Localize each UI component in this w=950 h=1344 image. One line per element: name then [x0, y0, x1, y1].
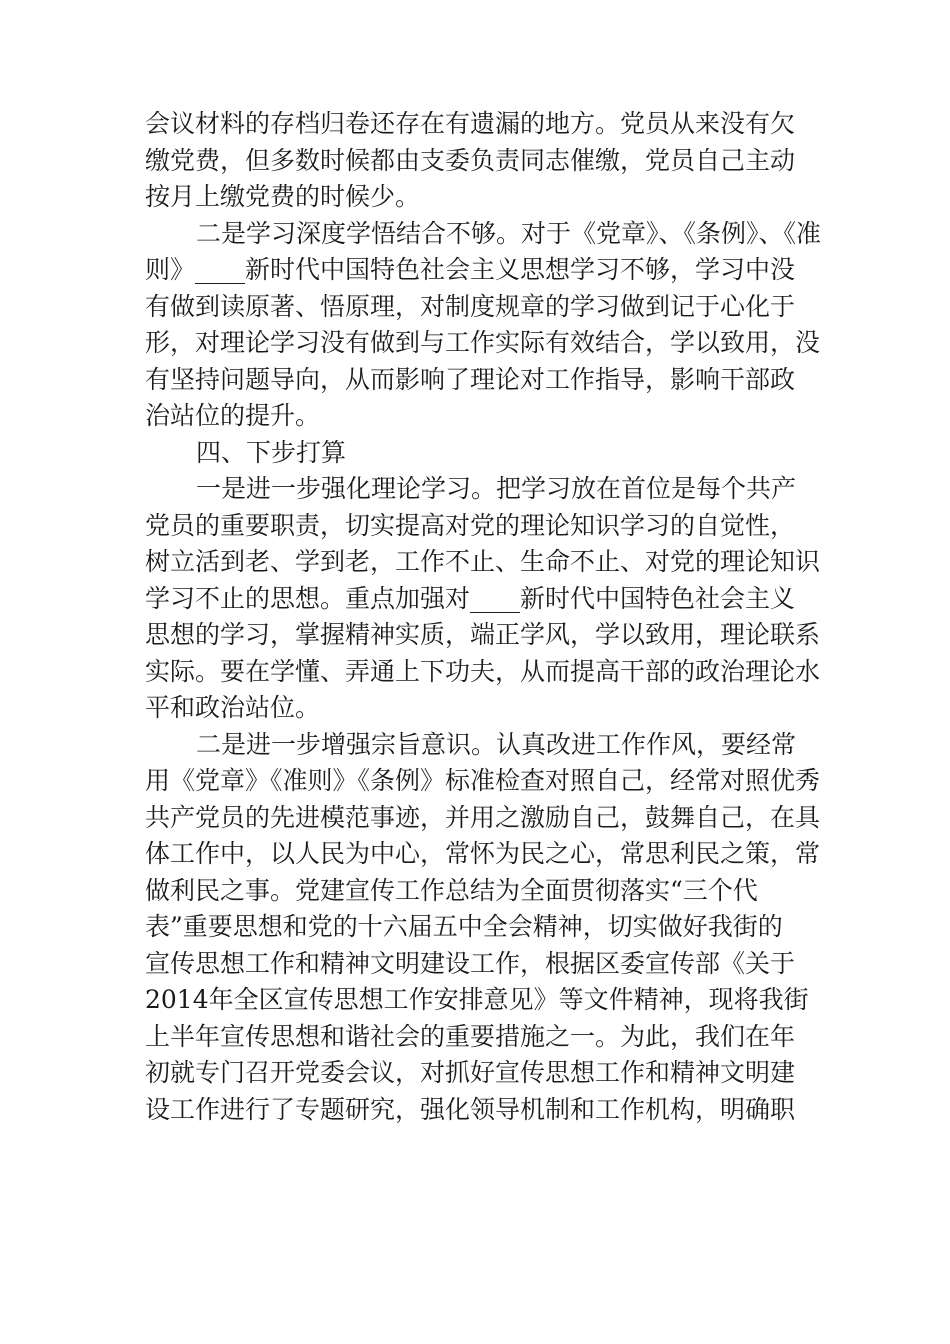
paragraph-start-line: 二是学习深度学悟结合不够。对于《党章》、《条例》、《准 — [196, 218, 822, 248]
text-line: 初就专门召开党委会议，对抓好宣传思想工作和精神文明建 — [145, 1058, 796, 1087]
text-line: 会议材料的存档归卷还存在有遗漏的地方。党员从来没有欠 — [145, 109, 796, 138]
text-line: 2014年全区宣传思想工作安排意见》等文件精神，现将我街 — [145, 985, 809, 1014]
text-line: 体工作中，以人民为中心，常怀为民之心，常思利民之策，常 — [145, 839, 821, 868]
paragraph-start-line: 一是进一步强化理论学习。把学习放在首位是每个共产 — [196, 474, 797, 503]
text-line: 宣传思想工作和精神文明建设工作，根据区委宣传部《关于 — [145, 948, 796, 978]
text-line: 思想的学习，掌握精神实质，端正学风，学以致用，理论联系 — [145, 620, 821, 649]
text-line: 平和政治站位。 — [145, 693, 321, 722]
text-line: 按月上缴党费的时候少。 — [145, 182, 421, 211]
paragraph-start-line: 二是进一步增强宗旨意识。认真改进工作作风，要经常 — [196, 729, 797, 759]
text-line: 上半年宣传思想和谐社会的重要措施之一。为此，我们在年 — [145, 1021, 796, 1051]
text-line: 树立活到老、学到老，工作不止、生命不止、对党的理论知识 — [145, 547, 821, 576]
section-heading: 四、下步打算 — [196, 437, 347, 467]
text-line: 表”重要思想和党的十六届五中全会精神，切实做好我街的 — [145, 912, 783, 941]
text-line: 党员的重要职责，切实提高对党的理论知识学习的自觉性， — [145, 510, 796, 540]
text-line: 用《党章》《准则》《条例》标准检查对照自己，经常对照优秀 — [145, 766, 821, 795]
text-line: 缴党费，但多数时候都由支委负责同志催缴，党员自己主动 — [145, 145, 796, 175]
text-line: 有做到读原著、悟原理，对制度规章的学习做到记于心化于 — [145, 291, 796, 321]
text-line: 做利民之事。党建宣传工作总结为全面贯彻落实“三个代 — [145, 875, 758, 905]
text-line: 有坚持问题导向，从而影响了理论对工作指导，影响干部政 — [145, 364, 796, 394]
text-line: 治站位的提升。 — [145, 401, 321, 430]
text-line: 学习不止的思想。重点加强对____新时代中国特色社会主义 — [145, 583, 796, 613]
text-line: 实际。要在学懂、弄通上下功夫，从而提高干部的政治理论水 — [145, 656, 821, 686]
text-line: 则》____新时代中国特色社会主义思想学习不够，学习中没 — [145, 255, 796, 284]
document-page — [145, 106, 822, 1128]
text-line: 形，对理论学习没有做到与工作实际有效结合，学以致用，没 — [145, 328, 821, 357]
text-line: 设工作进行了专题研究，强化领导机制和工作机构，明确职 — [145, 1094, 796, 1124]
text-line: 共产党员的先进模范事迹，并用之激励自己，鼓舞自己，在具 — [145, 802, 821, 832]
